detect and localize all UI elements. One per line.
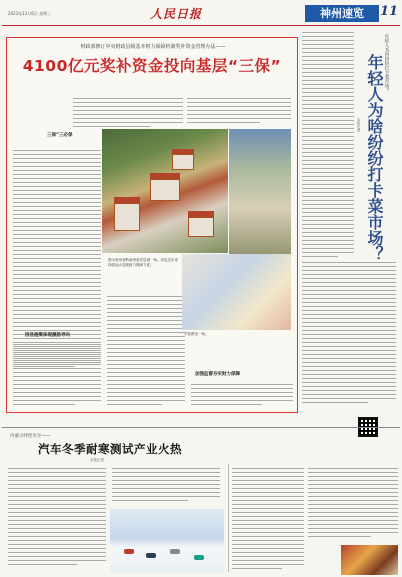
page-number: 11 (380, 4, 399, 19)
bottom-text-col-3 (232, 468, 304, 572)
bottom-text-col-2 (112, 468, 220, 504)
lead-subhead-2: 因县施策体现激励导向 (25, 333, 70, 338)
lead-kicker: 财政部修订中央财政县级基本财力保障机制奖补资金管理办法—— (80, 44, 226, 50)
lead-text-intro-right (73, 98, 183, 130)
main-photo-caption: 图为贵州省黔南州瓮安县城一角。该县近年来持续加大县级财力保障力度。 (108, 258, 178, 267)
bottom-text-col-4 (308, 468, 398, 540)
bottom-text-col-1 (8, 468, 106, 568)
right-headline: 年轻人为啥纷纷打卡菜市场？ (365, 54, 384, 262)
right-text-top (302, 32, 354, 260)
right-column-article[interactable] (302, 30, 398, 415)
bottom-kicker: 内蒙古呼伦贝尔—— (10, 434, 51, 439)
issue-date: 2023年12月6日 星期三 (8, 11, 52, 16)
bottom-article[interactable] (2, 427, 400, 575)
lead-text-col-1b (13, 344, 101, 408)
right-kicker: 年轻人为何纷纷打卡菜市场？ (384, 34, 389, 93)
bottom-headline: 汽车冬季耐寒测试产业火热 (38, 442, 182, 456)
lead-text-col-3 (191, 384, 293, 408)
lead-text-col-2 (107, 296, 185, 408)
masthead: 人民日报 (150, 7, 203, 21)
lead-subhead-1: 三保”三必保 (47, 133, 73, 138)
snow-test-photo (110, 509, 224, 573)
classroom-photo-caption: 学校教室一角。 (184, 332, 209, 336)
right-byline: 本报记者 (357, 118, 361, 132)
bottom-byline: 本报记者 (90, 458, 104, 462)
lead-subhead-3: 加强监督夯实财力保障 (195, 372, 240, 377)
county-road-photo (229, 129, 291, 261)
lead-headline: 4100亿元奖补资金投向基层“三保” (22, 57, 282, 75)
county-town-photo (102, 129, 228, 253)
right-text-bottom (302, 262, 396, 406)
page-header (2, 2, 400, 26)
lead-text-intro-far (187, 98, 291, 126)
classroom-photo (182, 254, 291, 330)
section-tag: 神州速览 (305, 5, 379, 22)
market-food-photo (341, 545, 398, 575)
